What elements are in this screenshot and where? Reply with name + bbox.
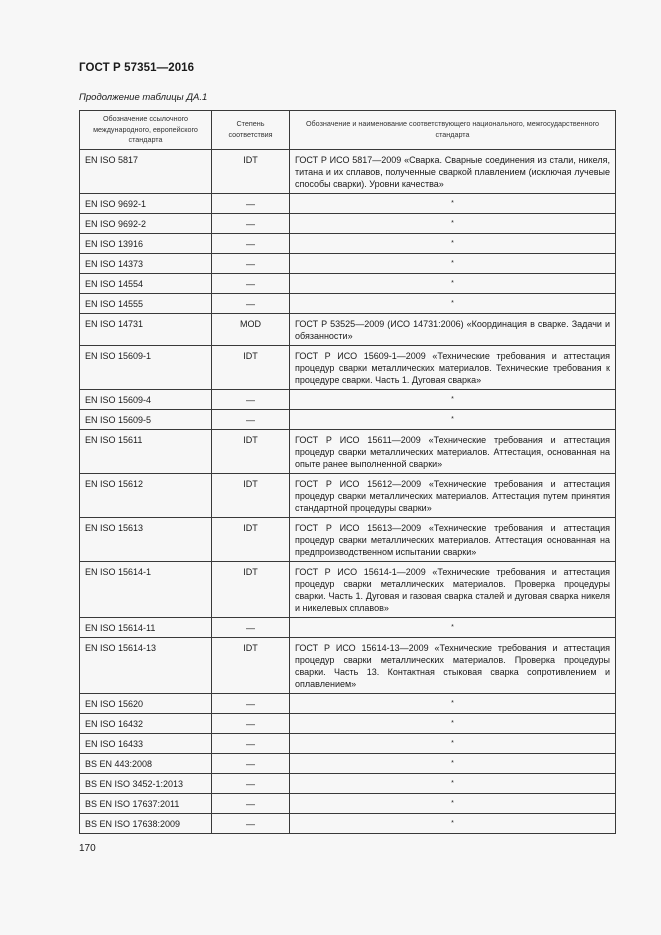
table-row	[80, 617, 616, 637]
reference-standard-code: BS EN 443:2008	[80, 753, 212, 773]
conformity-degree: IDT	[212, 473, 290, 517]
reference-standard-code: EN ISO 9692-2	[80, 213, 212, 233]
conformity-degree: —	[212, 253, 290, 273]
table-row	[80, 213, 616, 233]
conformity-degree: —	[212, 193, 290, 213]
conformity-degree: —	[212, 233, 290, 253]
table-row	[80, 517, 616, 561]
table-row	[80, 313, 616, 345]
table-row	[80, 793, 616, 813]
reference-standard-code: EN ISO 15614-11	[80, 617, 212, 637]
table-caption: Продолжение таблицы ДА.1	[79, 92, 208, 103]
conformity-degree: —	[212, 773, 290, 793]
reference-standard-code: EN ISO 9692-1	[80, 193, 212, 213]
table-row	[80, 345, 616, 389]
table-row	[80, 253, 616, 273]
reference-standard-code: EN ISO 14554	[80, 273, 212, 293]
national-standard-name: *	[290, 213, 616, 233]
conformity-degree: —	[212, 753, 290, 773]
national-standard-name: *	[290, 773, 616, 793]
conformity-degree: —	[212, 733, 290, 753]
reference-standard-code: EN ISO 15613	[80, 517, 212, 561]
table-row	[80, 773, 616, 793]
column-header-degree: Степень соответствия	[212, 111, 290, 150]
national-standard-name: *	[290, 409, 616, 429]
conformity-degree: —	[212, 617, 290, 637]
table-row	[80, 389, 616, 409]
table-row	[80, 753, 616, 773]
reference-standard-code: EN ISO 5817	[80, 149, 212, 193]
national-standard-name: ГОСТ Р ИСО 5817—2009 «Сварка. Сварные соединения из стали, никеля, титана и их сплавов, полученные сваркой плавлением (исключая лучевые способы сварки). Уровни качества»	[290, 149, 616, 193]
national-standard-name: *	[290, 617, 616, 637]
reference-standard-code: EN ISO 16433	[80, 733, 212, 753]
table-row	[80, 693, 616, 713]
reference-standard-code: BS EN ISO 17637:2011	[80, 793, 212, 813]
conformity-degree: IDT	[212, 637, 290, 693]
conformity-degree: —	[212, 409, 290, 429]
national-standard-name: *	[290, 193, 616, 213]
table-row	[80, 561, 616, 617]
reference-standard-code: EN ISO 13916	[80, 233, 212, 253]
conformity-degree: —	[212, 793, 290, 813]
reference-standard-code: EN ISO 15611	[80, 429, 212, 473]
table-row	[80, 293, 616, 313]
national-standard-name: *	[290, 793, 616, 813]
reference-standard-code: EN ISO 14373	[80, 253, 212, 273]
conformity-degree: IDT	[212, 517, 290, 561]
table-row	[80, 233, 616, 253]
national-standard-name: ГОСТ Р ИСО 15614-13—2009 «Технические требования и аттестация процедур сварки металлических материалов. Проверка процедуры сварки. Часть 13. Контактная стыковая сварка сопротивлением и оплавлением»	[290, 637, 616, 693]
table-row	[80, 429, 616, 473]
reference-standard-code: EN ISO 16432	[80, 713, 212, 733]
table-row	[80, 713, 616, 733]
national-standard-name: *	[290, 813, 616, 833]
conformity-degree: —	[212, 389, 290, 409]
table-row	[80, 273, 616, 293]
table-header-row	[80, 111, 616, 150]
column-header-national-standard: Обозначение и наименование соответствующего национального, межгосударственного стандарта	[290, 111, 616, 150]
national-standard-name: *	[290, 693, 616, 713]
table-row	[80, 637, 616, 693]
national-standard-name: *	[290, 389, 616, 409]
reference-standard-code: EN ISO 14731	[80, 313, 212, 345]
reference-standard-code: EN ISO 15612	[80, 473, 212, 517]
table-row	[80, 149, 616, 193]
conformity-degree: IDT	[212, 429, 290, 473]
reference-standard-code: EN ISO 15609-1	[80, 345, 212, 389]
national-standard-name: ГОСТ Р ИСО 15614-1—2009 «Технические требования и аттестация процедур сварки металлических материалов. Проверка процедуры сварки. Часть 1. Дуговая и газовая сварка сталей и дуговая сварка никеля и никелевых сплавов»	[290, 561, 616, 617]
page-number: 170	[79, 843, 96, 854]
national-standard-name: *	[290, 733, 616, 753]
conformity-degree: —	[212, 713, 290, 733]
national-standard-name: *	[290, 233, 616, 253]
national-standard-name: ГОСТ Р ИСО 15611—2009 «Технические требования и аттестация процедур сварки металлических материалов. Аттестация, основанная на опыте ранее выполненной сварки»	[290, 429, 616, 473]
standards-table	[79, 110, 616, 834]
conformity-degree: MOD	[212, 313, 290, 345]
conformity-degree: —	[212, 293, 290, 313]
document-code: ГОСТ Р 57351—2016	[79, 62, 195, 74]
national-standard-name: *	[290, 293, 616, 313]
conformity-degree: —	[212, 693, 290, 713]
conformity-degree: IDT	[212, 561, 290, 617]
conformity-degree: IDT	[212, 149, 290, 193]
reference-standard-code: EN ISO 15609-5	[80, 409, 212, 429]
table-body	[80, 149, 616, 833]
national-standard-name: ГОСТ Р ИСО 15613—2009 «Технические требования и аттестация процедур сварки металлических материалов. Аттестация основанная на предпроизводственном испытании сварки»	[290, 517, 616, 561]
column-header-reference-standard: Обозначение ссылочного международного, европейского стандарта	[80, 111, 212, 150]
conformity-degree: —	[212, 273, 290, 293]
table-row	[80, 409, 616, 429]
national-standard-name: *	[290, 273, 616, 293]
table-row	[80, 733, 616, 753]
reference-standard-code: EN ISO 15614-13	[80, 637, 212, 693]
national-standard-name: ГОСТ Р ИСО 15612—2009 «Технические требования и аттестация процедур сварки металлических материалов. Аттестация путем принятия стандартной процедуры сварки»	[290, 473, 616, 517]
national-standard-name: ГОСТ Р 53525—2009 (ИСО 14731:2006) «Координация в сварке. Задачи и обязанности»	[290, 313, 616, 345]
reference-standard-code: EN ISO 14555	[80, 293, 212, 313]
reference-standard-code: EN ISO 15609-4	[80, 389, 212, 409]
reference-standard-code: EN ISO 15614-1	[80, 561, 212, 617]
table-row	[80, 813, 616, 833]
national-standard-name: *	[290, 753, 616, 773]
conformity-degree: —	[212, 213, 290, 233]
conformity-degree: IDT	[212, 345, 290, 389]
national-standard-name: *	[290, 713, 616, 733]
reference-standard-code: BS EN ISO 3452-1:2013	[80, 773, 212, 793]
national-standard-name: *	[290, 253, 616, 273]
reference-standard-code: EN ISO 15620	[80, 693, 212, 713]
table-row	[80, 193, 616, 213]
national-standard-name: ГОСТ Р ИСО 15609-1—2009 «Технические требования и аттестация процедур сварки металлических материалов. Технические требования к процедуре сварки. Часть 1. Дуговая сварка»	[290, 345, 616, 389]
conformity-degree: —	[212, 813, 290, 833]
reference-standard-code: BS EN ISO 17638:2009	[80, 813, 212, 833]
table-row	[80, 473, 616, 517]
